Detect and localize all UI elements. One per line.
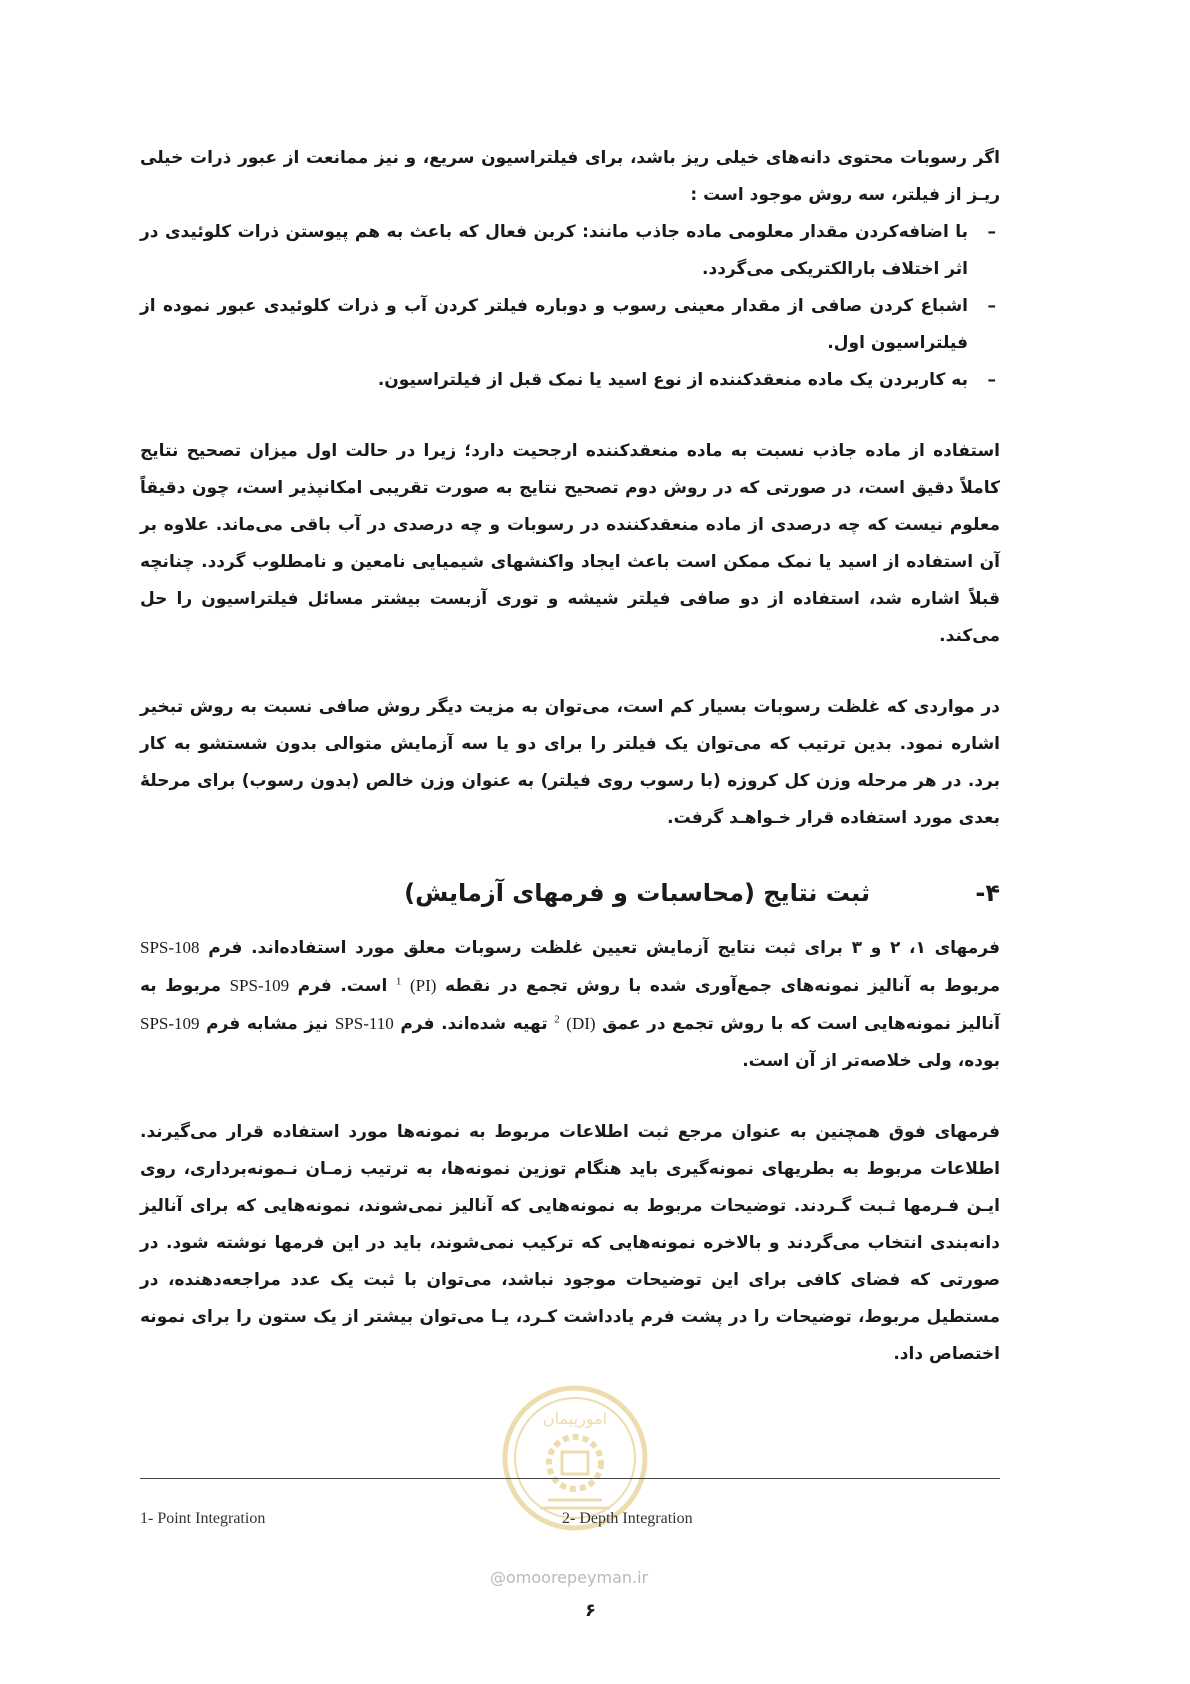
list-item <box>140 288 1000 362</box>
page-body <box>140 140 1000 1373</box>
text-run: فرمهای ۱، ۲ و ۳ برای ثبت نتایج آزمایش تعیین غلظت رسوبات معلق مورد استفاده‌اند. فرم <box>199 938 1001 958</box>
dash-bullet: – <box>987 370 996 390</box>
form-code: SPS-108 <box>140 938 200 957</box>
reference-paragraph: فرمهای فوق همچنین به عنوان مرجع ثبت اطلاعات مربوط به نمونه‌ها مورد استفاده قرار می‌گیرند. اطلاعات مربوط به بطریهای نمونه‌گیری باید هنگام توزین نمونه‌ها، به ترتیب زمـان نـمونه‌برداری، روی ایـن فـرمها ثـبت گـردند. توضیحات مربوط به نمونه‌هایی که آنالیز نمی‌شوند، نمونه‌هایی که برای آنالیز دانه‌بندی انتخاب می‌گردند و بالاخره نمونه‌هایی که ترکیب نمی‌شوند، باید در این فرمها نوشته شود. در صورتی که فضای کافی برای این توضیحات موجود نباشد، می‌توان با ثبت یک عدد مراجعه‌دهنده، در مستطیل مربوط، توضیحات را در پشت فرم یادداشت کـرد، یـا می‌توان بیشتر از یک ستون را برای نمونه اختصاص داد. <box>140 1122 1000 1364</box>
abbreviation: (PI) <box>409 976 437 995</box>
dash-bullet: – <box>987 296 996 316</box>
form-code: SPS-109 <box>229 976 290 995</box>
section-number: ۴- <box>975 879 1000 907</box>
absorbent-paragraph: استفاده از ماده جاذب نسبت به ماده منعقدکننده ارجحیت دارد؛ زیرا در حالت اول میزان تصحیح نتایج کاملاً دقیق است، در صورتی که در روش دوم تصحیح نتایج به صورت تقریبی امکانپذیر است، چون دقیقاً معلوم نیست که چه درصدی از ماده منعقدکننده در رسوبات و چه درصدی در آب باقی می‌ماند. علاوه بر آن استفاده از اسید یا نمک ممکن است باعث ایجاد واکنشهای شیمیایی نامعین و نامطلوب گردد. چنانچه قبلاً اشاره شد، استفاده از دو صافی فیلتر شیشه و توری آزبست بیشتر مسائل فیلتراسیون را حل می‌کند. <box>140 441 1000 646</box>
list-item-text: به کاربردن یک ماده منعقدکننده از نوع اسید یا نمک قبل از فیلتراسیون. <box>377 370 968 390</box>
page-number: ۶ <box>585 1600 596 1621</box>
form-code: SPS-110 <box>334 1014 394 1033</box>
forms-paragraph <box>140 929 1000 1080</box>
footnote-ref: 2 <box>554 1013 560 1026</box>
dash-bullet: – <box>987 222 996 242</box>
list-item-text: با اضافه‌کردن مقدار معلومی ماده جاذب مانند: کربن فعال که باعث به هم پیوستن ذرات کلوئیدی در اثر اختلاف بارالکتریکی می‌گردد. <box>140 222 968 279</box>
intro-paragraph: اگر رسوبات محتوی دانه‌های خیلی ریز باشد، برای فیلتراسیون سریع، و نیز ممانعت از عبور ذرات خیلی ریـز از فیلتر، سه روش موجود است : <box>140 148 1000 205</box>
list-item-text: اشباع کردن صافی از مقدار معینی رسوب و دوباره فیلتر کردن آب و ذرات کلوئیدی عبور نموده از فیلتراسیون اول. <box>140 296 968 353</box>
text-run: است. فرم <box>289 976 396 996</box>
text-run: نیز مشابه فرم <box>199 1014 335 1034</box>
abbreviation: (DI) <box>566 1014 596 1033</box>
text-run: بوده، ولی خلاصه‌تر از آن است. <box>742 1051 1000 1071</box>
text-run: مربوط به آنالیز نمونه‌هایی است که با روش تجمع در عمق <box>140 976 1001 1034</box>
footnote-1: 1- Point Integration <box>140 1510 266 1527</box>
watermark-site: @omoorepeyman.ir <box>490 1568 649 1587</box>
footnote-separator <box>140 1478 1000 1479</box>
section-title: ثبت نتایج (محاسبات و فرمهای آزمایش) <box>404 879 870 907</box>
footnote-2: 2- Depth Integration <box>562 1510 693 1527</box>
seal-text: امورپیمان <box>542 1409 608 1428</box>
text-run: مربوط به آنالیز نمونه‌های جمع‌آوری شده با روش تجمع در نقطه <box>436 976 1001 996</box>
list-item <box>140 214 1000 288</box>
low-concentration-paragraph: در مواردی که غلظت رسوبات بسیار کم است، می‌توان به مزیت دیگر روش صافی نسبت به روش تبخیر اشاره نمود. بدین ترتیب که می‌توان یک فیلتر را برای دو یا سه آزمایش متوالی بدون شستشو به کار برد. در هر مرحله وزن کل کروزه (با رسوب روی فیلتر) به عنوان وزن خالص (بدون رسوب) برای مرحلهٔ بعدی مورد استفاده قرار خـواهـد گرفت. <box>140 697 1000 828</box>
methods-list <box>140 214 1000 399</box>
form-code: SPS-109 <box>140 1014 200 1033</box>
list-item <box>140 362 1000 399</box>
section-heading <box>140 879 1000 907</box>
footnote-ref: 1 <box>395 975 402 988</box>
text-run: تهیه شده‌اند. فرم <box>393 1014 555 1034</box>
